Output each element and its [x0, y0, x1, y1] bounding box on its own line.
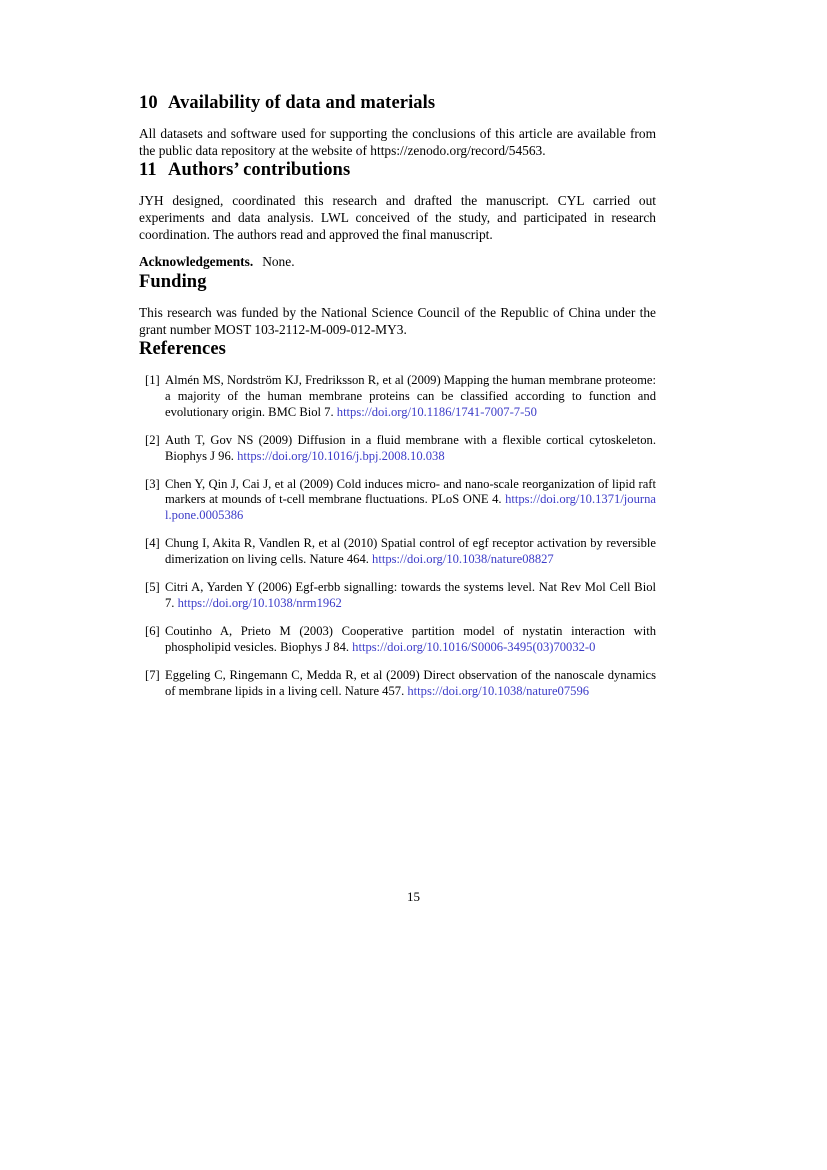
- references-list: [139, 373, 656, 699]
- reference-text: Coutinho A, Prieto M (2003) Cooperative partition model of nystatin interaction with phospholipid vesicles. Biophys J 84.: [165, 624, 656, 654]
- reference-text: Auth T, Gov NS (2009) Diffusion in a fluid membrane with a flexible cortical cytoskeleton. Biophys J 96.: [165, 432, 656, 463]
- section-heading-references: [139, 338, 656, 361]
- references-title: References: [139, 339, 226, 360]
- reference-item: [139, 373, 656, 420]
- reference-doi-link[interactable]: https://doi.org/10.1371/journal.pone.0005386: [165, 492, 656, 523]
- paragraph-funding: This research was funded by the National Science Council of the Republic of China under the grant number MOST 103-2112-M-009-012-MY3.: [139, 304, 656, 337]
- acknowledgements-label: Acknowledgements.: [139, 254, 254, 270]
- reference-marker: [3]: [145, 476, 160, 491]
- paragraph-authors-contributions: JYH designed, coordinated this research and drafted the manuscript. CYL carried out experiments and data analysis. LWL conceived of the study, and participated in research coordination. The authors read and approved the final manuscript.: [139, 193, 656, 242]
- reference-doi-link[interactable]: https://doi.org/10.1186/1741-7007-7-50: [336, 404, 537, 419]
- reference-doi-link[interactable]: https://doi.org/10.1016/j.bpj.2008.10.038: [237, 448, 445, 463]
- reference-doi-link[interactable]: https://doi.org/10.1038/nature07596: [407, 683, 590, 698]
- section-number: 10: [139, 93, 158, 113]
- reference-text: Almén MS, Nordström KJ, Fredriksson R, et al (2009) Mapping the human membrane proteome: a majority of the human membrane proteins can be classified according to function and evolutionary origin. BMC Biol 7.: [165, 373, 656, 419]
- reference-doi-link[interactable]: https://doi.org/10.1038/nrm1962: [177, 595, 342, 610]
- section-heading-funding: [139, 271, 656, 294]
- reference-item: [139, 668, 656, 699]
- section-number: 11: [139, 160, 157, 181]
- reference-marker: [2]: [145, 432, 160, 447]
- reference-marker: [1]: [145, 373, 160, 388]
- reference-marker: [6]: [145, 624, 160, 639]
- reference-item: [139, 433, 656, 464]
- reference-marker: [5]: [145, 580, 160, 595]
- reference-marker: [7]: [145, 668, 160, 683]
- acknowledgements-text: None.: [262, 254, 295, 270]
- reference-text: Citri A, Yarden Y (2006) Egf-erbb signalling: towards the systems level. Nat Rev Mol Cell Biol 7.: [165, 580, 656, 610]
- section-title: Funding: [139, 271, 207, 292]
- acknowledgements-line: [139, 254, 656, 271]
- section-heading-availability: [139, 92, 656, 115]
- reference-text: Eggeling C, Ringemann C, Medda R, et al (2009) Direct observation of the nanoscale dynamics of membrane lipids in a living cell. Nature 457.: [165, 668, 656, 698]
- section-heading-authors-contributions: [139, 159, 656, 182]
- reference-doi-link[interactable]: https://doi.org/10.1016/S0006-3495(03)70032-0: [352, 639, 596, 654]
- reference-text: Chen Y, Qin J, Cai J, et al (2009) Cold induces micro- and nano-scale reorganization of lipid raft markers at mounds of t-cell membrane fluctuations. PLoS ONE 4.: [165, 476, 656, 507]
- reference-item: [139, 536, 656, 567]
- reference-item: [139, 580, 656, 611]
- reference-doi-link[interactable]: https://doi.org/10.1038/nature08827: [372, 552, 554, 567]
- reference-marker: [4]: [145, 536, 160, 551]
- reference-text: Chung I, Akita R, Vandlen R, et al (2010) Spatial control of egf receptor activation by reversible dimerization on living cells. Nature 464.: [165, 536, 656, 567]
- paragraph-availability: All datasets and software used for supporting the conclusions of this article are available from the public data repository at the website of https://zenodo.org/record/54563.: [139, 126, 656, 158]
- reference-item: [139, 477, 656, 524]
- page-content: [139, 92, 656, 700]
- reference-item: [139, 624, 656, 655]
- page-number: 15: [407, 889, 420, 904]
- section-title: Authors’ contributions: [168, 160, 351, 181]
- section-title: Availability of data and materials: [168, 93, 436, 113]
